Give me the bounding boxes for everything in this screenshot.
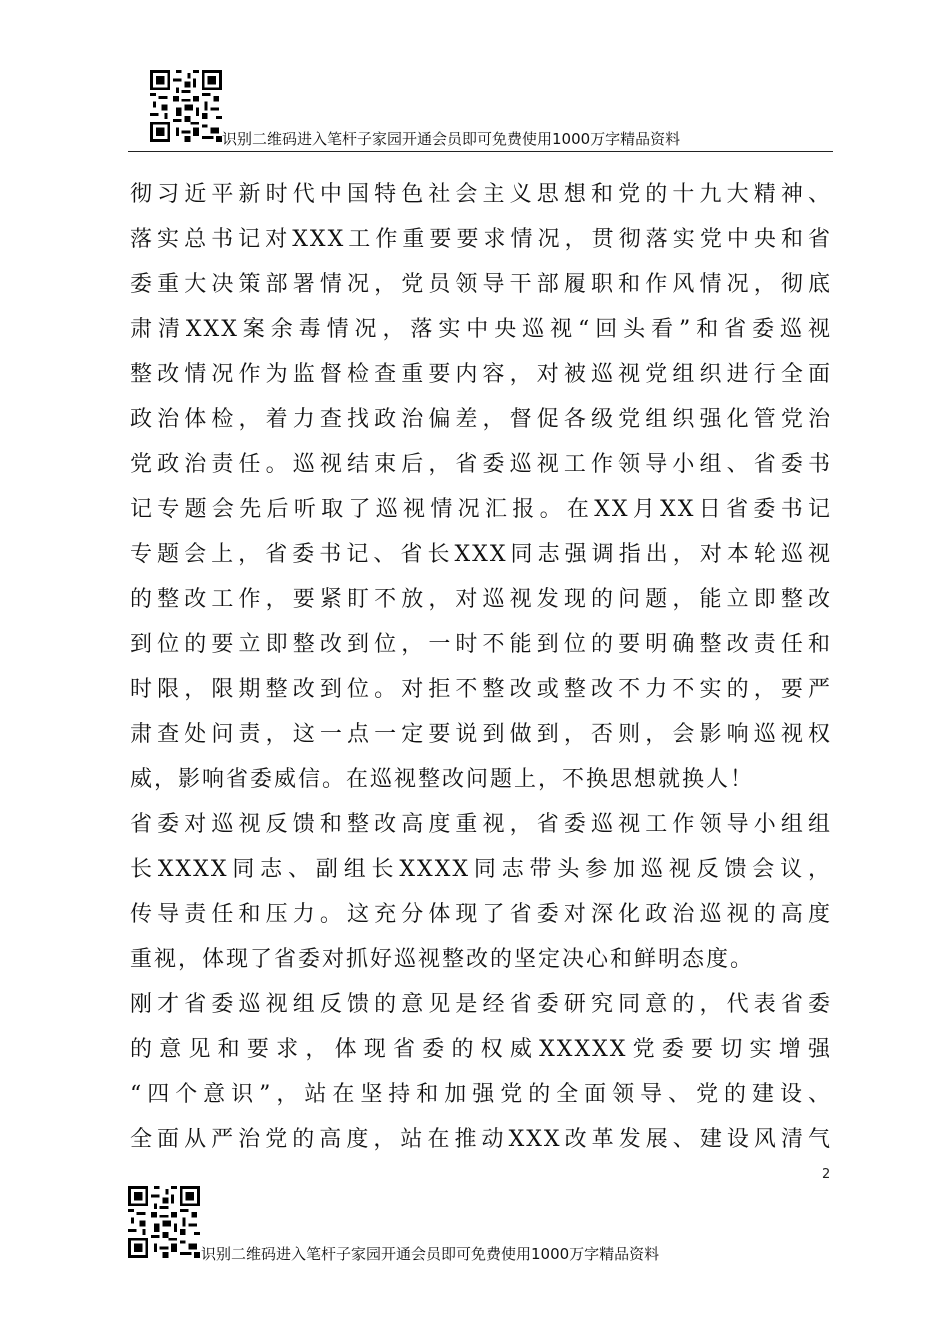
body-line: 的整改工作，要紧盯不放，对巡视发现的问题，能立即整改 <box>130 587 832 612</box>
body-line: 刚才省委巡视组反馈的意见是经省委研究同意的，代表省委 <box>130 992 832 1017</box>
body-line: 的意见和要求，体现省委的权威XXXXX党委要切实增强 <box>130 1037 832 1062</box>
body-line: 落实总书记对XXX工作重要要求情况，贯彻落实党中央和省 <box>130 227 832 252</box>
page-number: 2 <box>822 1167 831 1182</box>
document-body <box>130 172 832 1162</box>
body-line: 重视，体现了省委对抓好巡视整改的坚定决心和鲜明态度。 <box>130 947 755 972</box>
body-line: 长XXXX同志、副组长XXXX同志带头参加巡视反馈会议， <box>130 857 832 882</box>
body-line: 传导责任和压力。这充分体现了省委对深化政治巡视的高度 <box>130 902 832 927</box>
body-line: 到位的要立即整改到位，一时不能到位的要明确整改责任和 <box>130 632 832 657</box>
body-line: 时限，限期整改到位。对拒不整改或整改不力不实的，要严 <box>130 677 832 702</box>
body-line: 专题会上，省委书记、省长XXX同志强调指出，对本轮巡视 <box>130 542 832 567</box>
body-line: 记专题会先后听取了巡视情况汇报。在XX月XX日省委书记 <box>130 497 832 522</box>
body-line: “四个意识”，站在坚持和加强党的全面领导、党的建设、 <box>130 1082 832 1107</box>
body-line: 整改情况作为监督检查重要内容，对被巡视党组织进行全面 <box>130 362 832 387</box>
body-line: 政治体检，着力查找政治偏差，督促各级党组织强化管党治 <box>130 407 832 432</box>
body-line: 党政治责任。巡视结束后，省委巡视工作领导小组、省委书 <box>130 452 832 477</box>
footer-banner-text: 识别二维码进入笔杆子家园开通会员即可免费使用1000万字精品资料 <box>201 1245 660 1263</box>
header-banner-text: 识别二维码进入笔杆子家园开通会员即可免费使用1000万字精品资料 <box>222 130 681 148</box>
header-divider <box>128 151 833 152</box>
body-line: 省委对巡视反馈和整改高度重视，省委巡视工作领导小组组 <box>130 812 832 837</box>
footer-qr-code-icon <box>128 1186 200 1258</box>
body-line: 委重大决策部署情况，党员领导干部履职和作风情况，彻底 <box>130 272 832 297</box>
body-line: 威，影响省委威信。在巡视整改问题上，不换思想就换人！ <box>130 767 755 792</box>
header-qr-code-icon <box>150 70 222 142</box>
body-line: 彻习近平新时代中国特色社会主义思想和党的十九大精神、 <box>130 182 832 207</box>
body-line: 肃清XXX案余毒情况，落实中央巡视“回头看”和省委巡视 <box>130 317 832 342</box>
body-line: 肃查处问责，这一点一定要说到做到，否则，会影响巡视权 <box>130 722 832 747</box>
body-line: 全面从严治党的高度，站在推动XXX改革发展、建设风清气 <box>130 1127 832 1152</box>
